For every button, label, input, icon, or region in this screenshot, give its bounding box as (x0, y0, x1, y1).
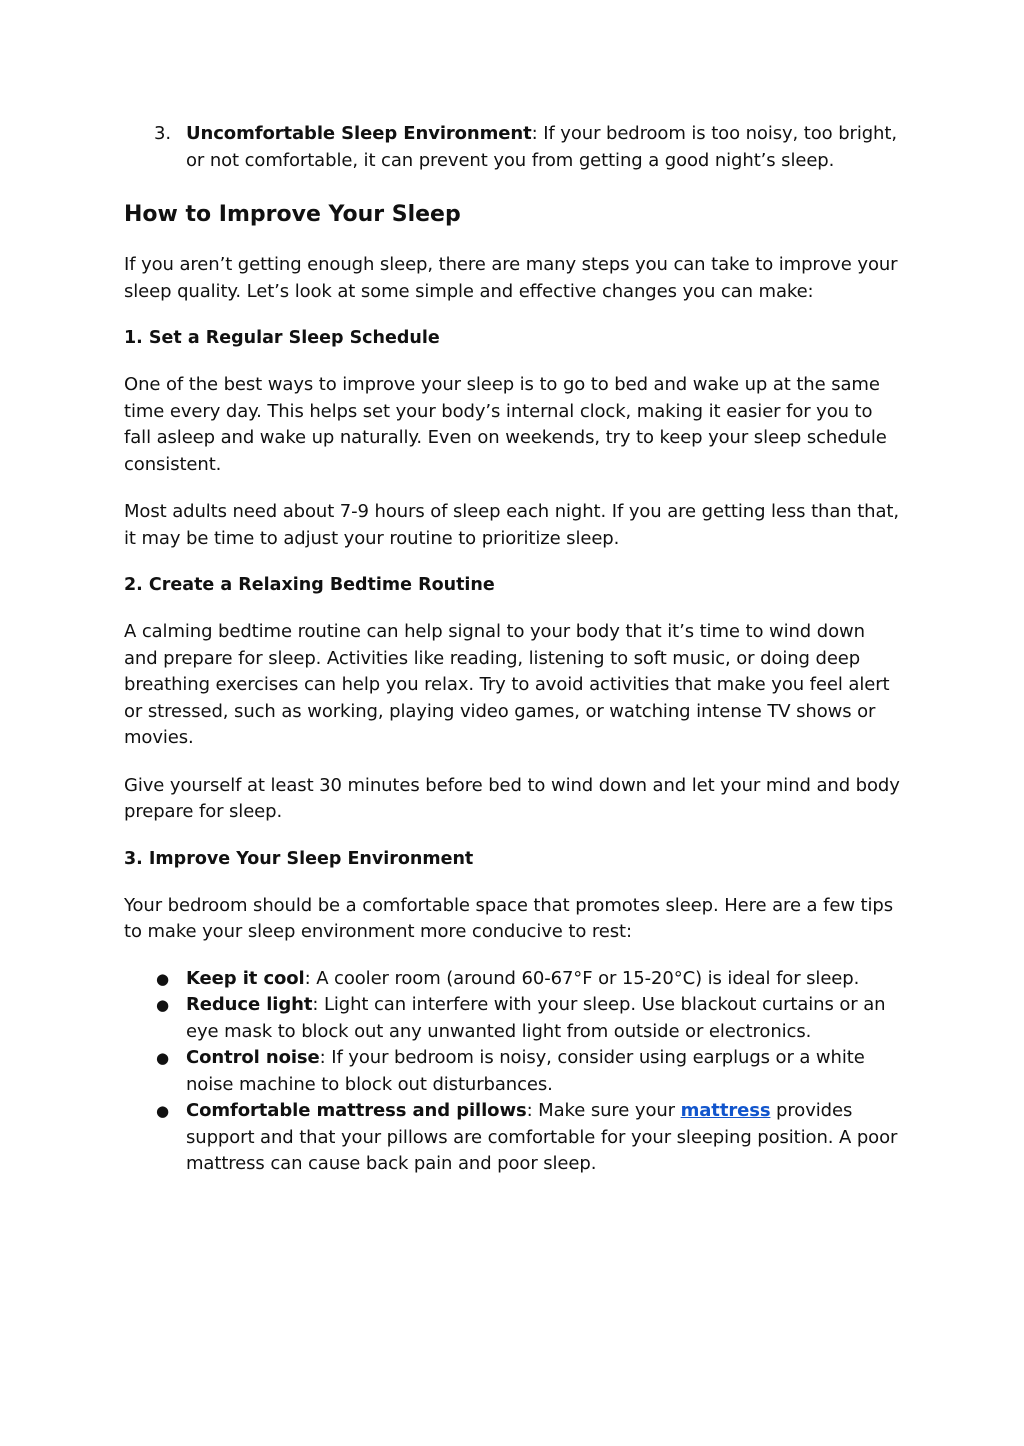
section-heading: How to Improve Your Sleep (124, 202, 461, 227)
step3-paragraph-1: Your bedroom should be a comfortable space that promotes sleep. Here are a few tips to make your sleep environment more conducive to rest: (124, 894, 894, 942)
list-item-text: : If your bedroom is noisy, consider using earplugs or a white noise machine to block out disturbances. (186, 1047, 865, 1095)
list-item-term: Comfortable mattress and pillows (186, 1100, 527, 1121)
step2-paragraph-1: A calming bedtime routine can help signal to your body that it’s time to wind down and prepare for sleep. Activities like reading, listening to soft music, or doing deep breathing exercises can help you relax. Try to avoid activities that make you feel alert or stressed, such as working, playing video games, or watching intense TV shows or movies. (124, 621, 890, 748)
bullet-icon: ● (156, 996, 169, 1014)
step1-heading: 1. Set a Regular Sleep Schedule (124, 328, 440, 348)
list-item (124, 1045, 904, 1098)
step1-paragraph-2: Most adults need about 7-9 hours of sleep each night. If you are getting less than that, it may be time to adjust your routine to prioritize sleep. (124, 501, 899, 549)
list-item (124, 966, 904, 993)
step2-heading: 2. Create a Relaxing Bedtime Routine (124, 575, 495, 595)
list-item-term: Keep it cool (186, 967, 305, 989)
bullet-icon: ● (156, 1102, 169, 1120)
environment-tips-list (124, 966, 904, 1178)
step2-paragraph-2: Give yourself at least 30 minutes before bed to wind down and let your mind and body prepare for sleep. (124, 774, 900, 822)
step3-heading: 3. Improve Your Sleep Environment (124, 848, 474, 869)
list-item-text: : Light can interfere with your sleep. Use blackout curtains or an eye mask to block out any unwanted light from outside or electronics. (186, 994, 886, 1042)
document-page (124, 121, 904, 1178)
list-item (124, 992, 904, 1045)
list-item-term: Control noise (186, 1047, 320, 1068)
list-item-text: : Make sure your (526, 1100, 681, 1121)
list-item-term: Reduce light (186, 994, 313, 1015)
mattress-link[interactable]: mattress (680, 1100, 771, 1121)
list-item-text: : A cooler room (around 60-67°F or 15-20°C) is ideal for sleep. (304, 967, 860, 989)
list-number: 3. (154, 123, 171, 144)
bullet-icon: ● (156, 1049, 169, 1067)
list-item-text: : If your bedroom is too noisy, too bright, or not comfortable, it can prevent you from getting a good night’s sleep. (186, 123, 897, 171)
section-intro: If you aren’t getting enough sleep, there are many steps you can take to improve your sleep quality. Let’s look at some simple and effective changes you can make: (124, 254, 898, 302)
continued-numbered-list (124, 121, 904, 174)
bullet-icon: ● (156, 969, 169, 988)
step1-paragraph-1: One of the best ways to improve your sleep is to go to bed and wake up at the same time every day. This helps set your body’s internal clock, making it easier for you to fall asleep and wake up naturally. Even on weekends, try to keep your sleep schedule consistent. (124, 374, 887, 475)
list-item (124, 121, 904, 174)
list-item-term: Uncomfortable Sleep Environment (186, 123, 532, 144)
list-item (124, 1098, 904, 1178)
list-item-text: provides support and that your pillows are comfortable for your sleeping position. A poor mattress can cause back pain and poor sleep. (186, 1100, 898, 1174)
